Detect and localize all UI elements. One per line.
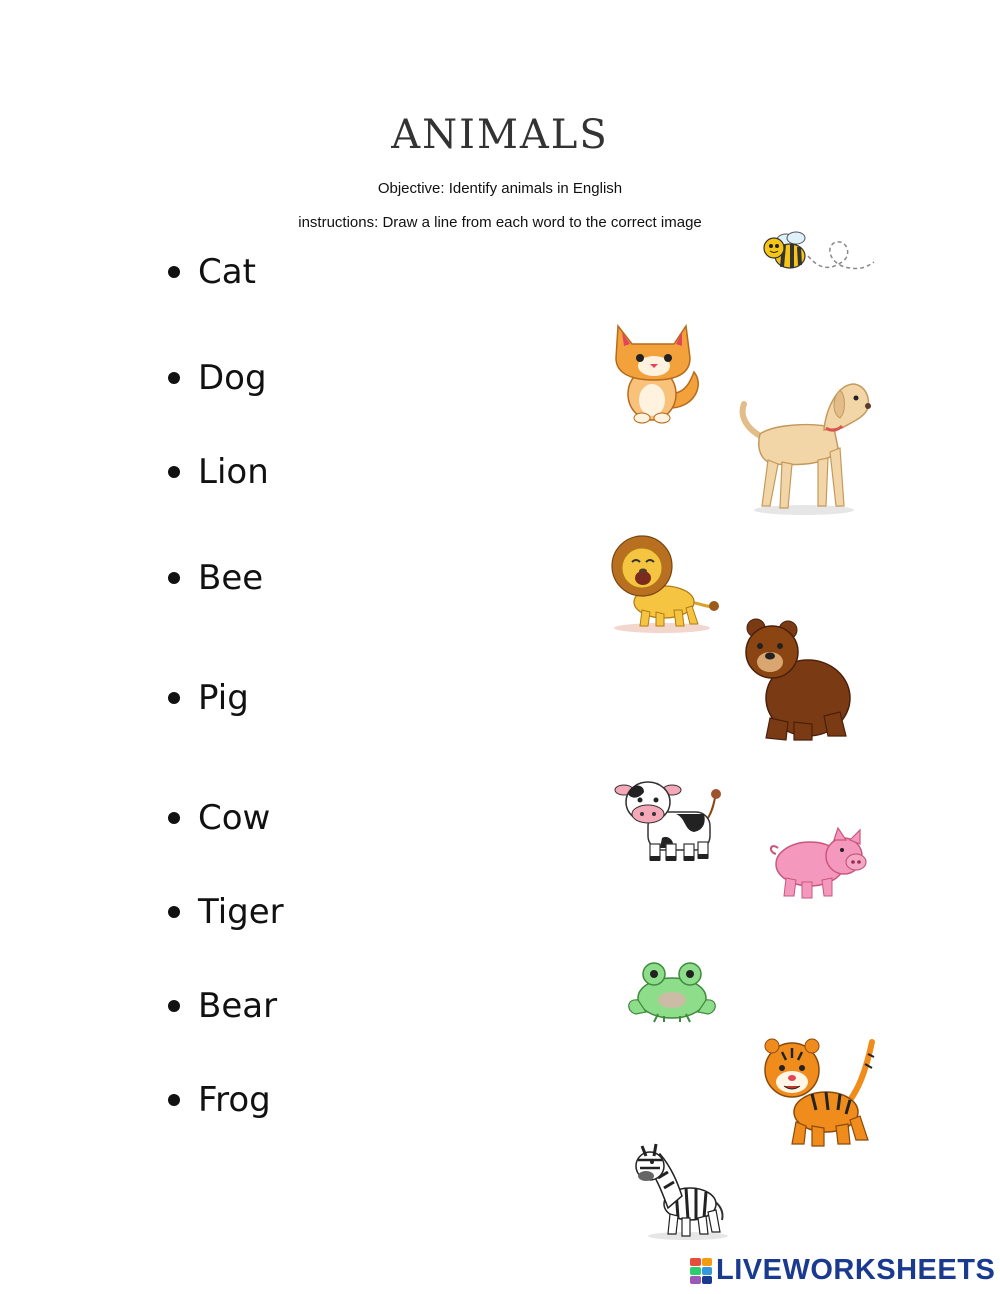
word-item-dog[interactable] <box>168 358 267 398</box>
word-item-tiger[interactable] <box>168 892 284 932</box>
word-label: Cat <box>198 252 256 292</box>
lion-icon[interactable] <box>608 528 720 634</box>
word-label: Dog <box>198 358 267 398</box>
word-item-frog[interactable] <box>168 1080 271 1120</box>
word-item-bear[interactable] <box>168 986 277 1026</box>
word-item-pig[interactable] <box>168 678 249 718</box>
bullet-icon <box>168 266 180 278</box>
instructions-text: instructions: Draw a line from each word to the correct image <box>298 214 702 231</box>
word-label: Tiger <box>198 892 284 932</box>
cow-icon[interactable] <box>614 778 726 864</box>
bullet-icon <box>168 906 180 918</box>
liveworksheets-logo-text: LIVEWORKSHEETS <box>716 1254 996 1286</box>
dog-icon[interactable] <box>734 378 874 518</box>
worksheet-title: ANIMALS <box>391 112 609 158</box>
word-label: Cow <box>198 798 271 838</box>
objective-text: Objective: Identify animals in English <box>377 180 623 197</box>
word-item-cow[interactable] <box>168 798 270 838</box>
word-label: Bear <box>198 986 278 1026</box>
bee-icon[interactable] <box>760 226 880 282</box>
zebra-icon[interactable] <box>632 1138 732 1242</box>
bear-icon[interactable] <box>742 618 858 744</box>
liveworksheets-logo <box>690 1254 995 1287</box>
word-item-lion[interactable] <box>168 452 269 492</box>
cat-icon[interactable] <box>606 322 706 426</box>
word-label: Pig <box>198 678 249 718</box>
bullet-icon <box>168 692 180 704</box>
tiger-icon[interactable] <box>764 1030 880 1150</box>
bullet-icon <box>168 372 180 384</box>
bullet-icon <box>168 812 180 824</box>
word-label: Frog <box>198 1080 271 1120</box>
pig-icon[interactable] <box>766 826 872 900</box>
word-label: Bee <box>198 558 264 598</box>
bullet-icon <box>168 572 180 584</box>
bullet-icon <box>168 466 180 478</box>
word-item-cat[interactable] <box>168 252 256 292</box>
bullet-icon <box>168 1094 180 1106</box>
word-label: Lion <box>198 452 269 492</box>
bullet-icon <box>168 1000 180 1012</box>
word-item-bee[interactable] <box>168 558 263 598</box>
frog-icon[interactable] <box>624 960 720 1024</box>
liveworksheets-logo-icon <box>690 1258 712 1284</box>
